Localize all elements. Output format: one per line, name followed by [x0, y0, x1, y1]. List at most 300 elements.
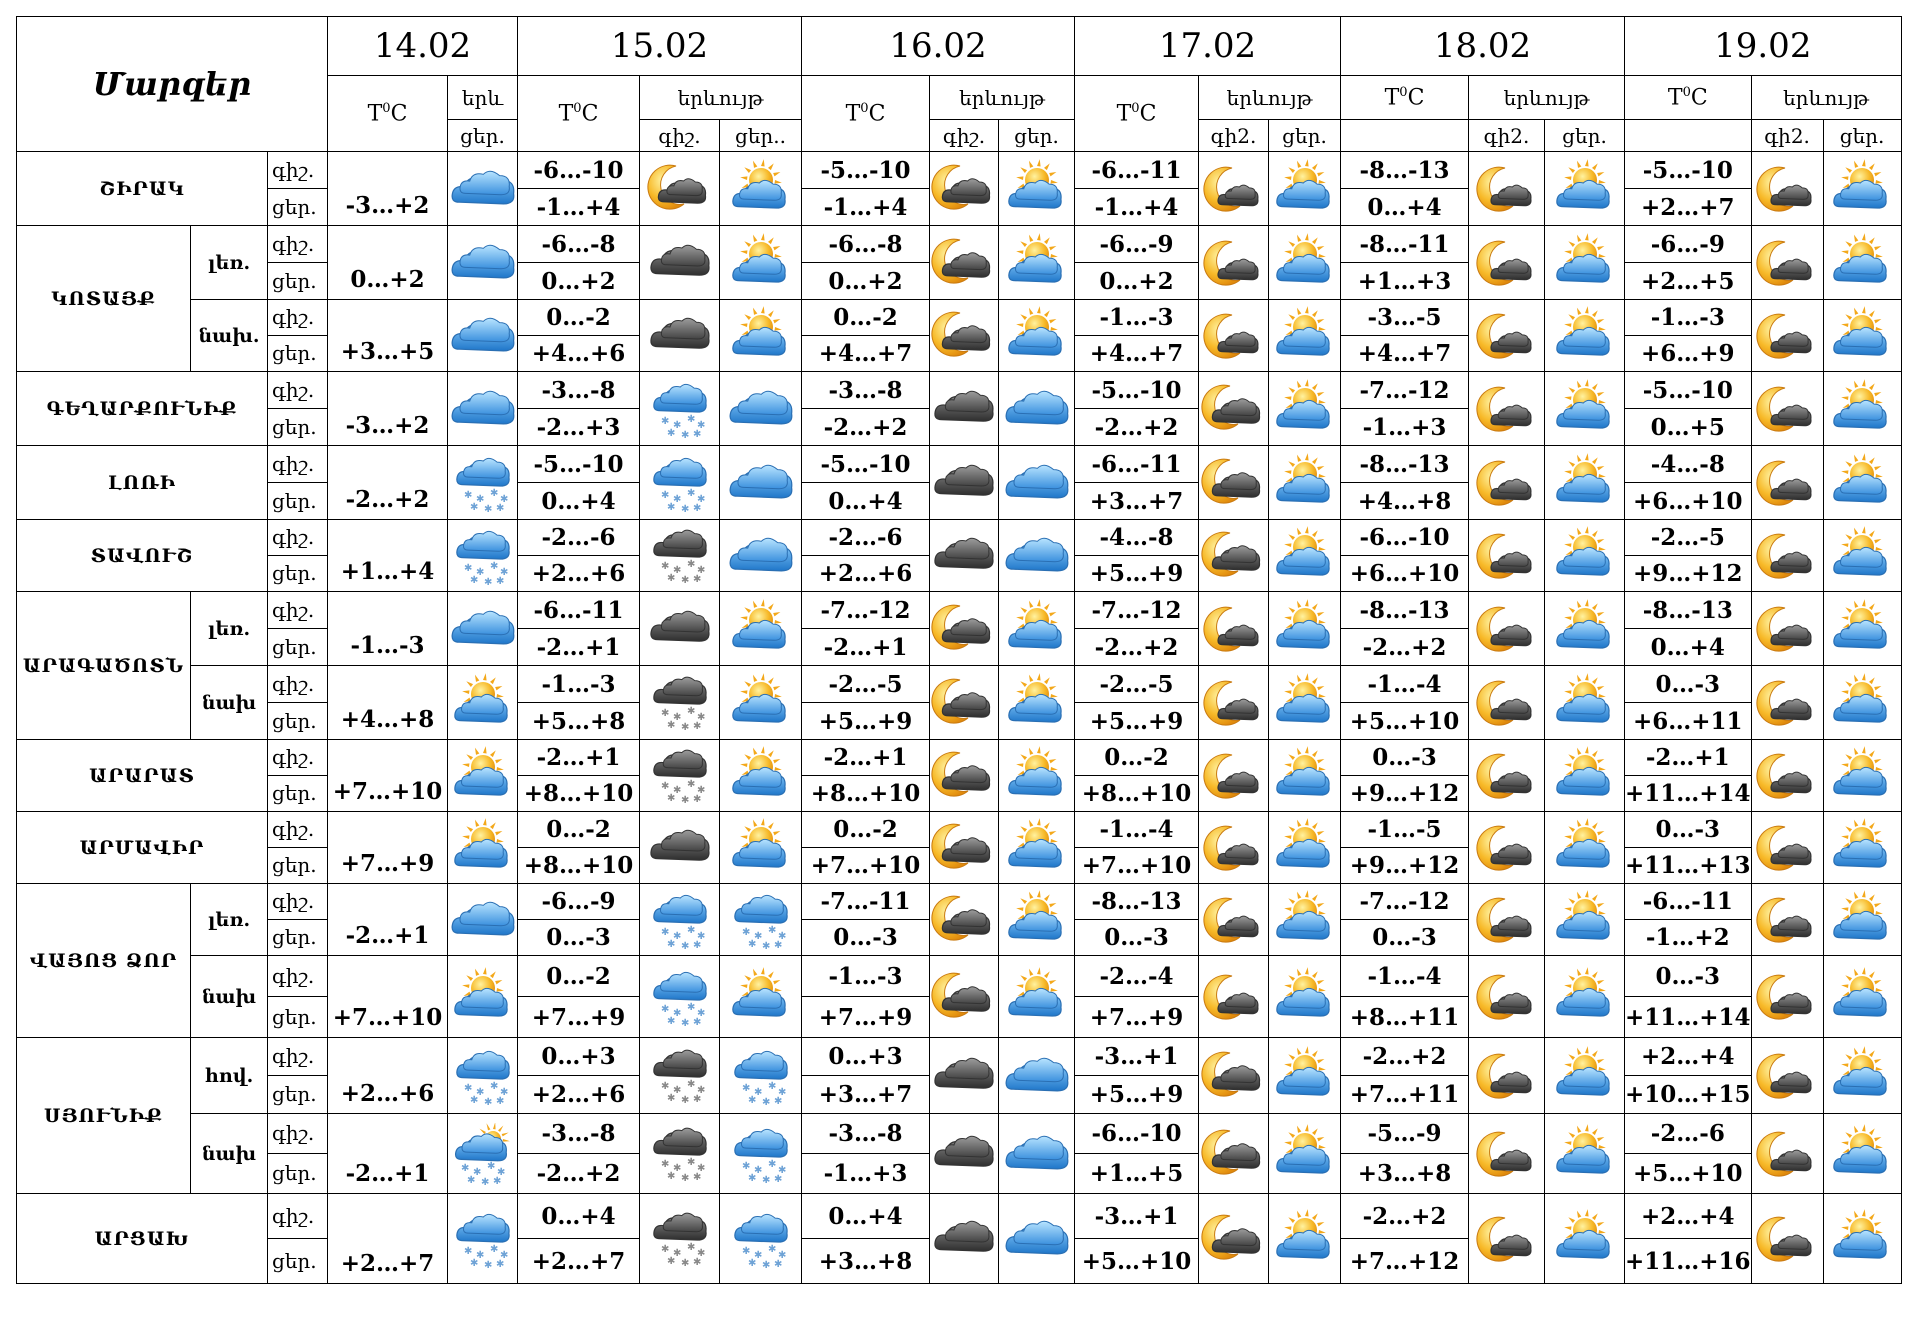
sun-cloud-icon — [448, 666, 518, 740]
svg-text:✱: ✱ — [463, 1082, 472, 1094]
svg-text:✱: ✱ — [469, 574, 478, 586]
svg-text:✱: ✱ — [680, 429, 689, 440]
moon-cloud-icon — [1469, 226, 1545, 300]
svg-text:✱: ✱ — [666, 938, 675, 950]
sun-cloud-icon — [720, 300, 802, 372]
temp-night: -3…-8 — [802, 1114, 930, 1154]
temp-day: +5…+9 — [1075, 1076, 1199, 1114]
temp-day: +10…+15 — [1625, 1076, 1752, 1114]
svg-text:✱: ✱ — [761, 1174, 770, 1185]
svg-text:✱: ✱ — [747, 938, 756, 950]
temp-night: -5…-10 — [518, 446, 640, 483]
temp-night: -1…-5 — [1341, 812, 1469, 848]
snow-cloud-icon — [640, 956, 720, 1038]
phenomenon-header: երևույթ — [1199, 76, 1341, 120]
regions-header: Մարզեր — [17, 17, 328, 152]
region-row — [17, 884, 1902, 920]
svg-text:✱: ✱ — [672, 930, 681, 942]
svg-text:✱: ✱ — [777, 1086, 786, 1098]
empty-cell — [1341, 120, 1469, 152]
dark-cloud-icon — [930, 1114, 999, 1194]
sun-cloud-icon — [1545, 1114, 1625, 1194]
temp-night: -6…-10 — [1341, 520, 1469, 556]
region-name: ՇԻՐԱԿ — [17, 152, 268, 226]
svg-text:✱: ✱ — [672, 1162, 681, 1174]
region-name: ՎԱՅՈՑ ՁՈՐ — [17, 884, 191, 1038]
sun-cloud-icon — [1545, 666, 1625, 740]
temp-night: -7…-12 — [1075, 592, 1199, 629]
moon-dark-cloud-icon — [1199, 520, 1269, 592]
temp-day: -3…+2 — [328, 372, 448, 446]
moon-cloud-icon — [1199, 884, 1269, 956]
phenomenon-header: երևույթ — [930, 76, 1075, 120]
temp-day: +2…+6 — [518, 1076, 640, 1114]
snow-cloud-icon — [720, 1114, 802, 1194]
phenomenon-header: երևույթ — [640, 76, 802, 120]
temp-night: -2…-6 — [518, 520, 640, 556]
sun-cloud-icon — [1545, 226, 1625, 300]
svg-text:✱: ✱ — [747, 1257, 756, 1269]
night-label: գիշ. — [268, 740, 328, 776]
moon-dark-cloud-icon — [930, 884, 999, 956]
sun-cloud-icon — [999, 592, 1075, 666]
svg-text:✱: ✱ — [660, 1243, 669, 1255]
svg-text:✱: ✱ — [753, 1086, 762, 1098]
svg-text:✱: ✱ — [777, 1249, 786, 1261]
sun-cloud-icon — [1545, 300, 1625, 372]
night-label: գիշ. — [268, 152, 328, 189]
day-label: ցեր. — [268, 1239, 328, 1284]
svg-text:✱: ✱ — [753, 1249, 762, 1261]
svg-text:✱: ✱ — [480, 1176, 489, 1185]
forecast-table — [16, 16, 1902, 1284]
svg-text:✱: ✱ — [489, 1080, 498, 1092]
svg-text:✱: ✱ — [672, 1007, 681, 1019]
moon-cloud-icon — [1751, 884, 1823, 956]
temp-day: -2…+2 — [1341, 629, 1469, 666]
dark-cloud-icon — [930, 446, 999, 520]
svg-text:✱: ✱ — [496, 1166, 505, 1178]
night-label: գիշ. — [268, 1114, 328, 1154]
temp-day: +4…+8 — [328, 666, 448, 740]
region-name: ՍՅՈՒՆԻՔ — [17, 1038, 191, 1194]
dark-cloud-icon — [640, 592, 720, 666]
sun-cloud-icon — [1545, 884, 1625, 956]
sun-cloud-icon — [1545, 592, 1625, 666]
svg-text:✱: ✱ — [777, 930, 786, 942]
svg-text:✱: ✱ — [773, 1173, 782, 1185]
temp-night: -6…-11 — [1625, 884, 1752, 920]
temp-night: -5…-9 — [1341, 1114, 1469, 1154]
night-header: գի2. — [1199, 120, 1269, 152]
region-row — [17, 812, 1902, 848]
date-header: 15.02 — [518, 17, 802, 76]
svg-text:✱: ✱ — [666, 427, 675, 439]
snow-cloud-icon — [720, 1194, 802, 1284]
temp-night: -7…-12 — [1341, 372, 1469, 409]
temp-night: -5…-10 — [1075, 372, 1199, 409]
temp-night: -6…-10 — [1075, 1114, 1199, 1154]
sun-cloud-icon — [999, 300, 1075, 372]
temp-day: 0…+4 — [802, 483, 930, 520]
temp-day: +4…+8 — [1341, 483, 1469, 520]
dark-snow-cloud-icon — [640, 666, 720, 740]
moon-cloud-icon — [1469, 1038, 1545, 1114]
night-label: գիշ. — [268, 956, 328, 997]
svg-text:✱: ✱ — [680, 1172, 689, 1184]
svg-text:✱: ✱ — [692, 502, 701, 514]
temp-day: -1…+4 — [518, 189, 640, 226]
svg-text:✱: ✱ — [680, 1257, 689, 1269]
svg-text:✱: ✱ — [483, 1259, 492, 1270]
temp-night: 0…-3 — [1625, 812, 1752, 848]
temp-night: -1…-3 — [802, 956, 930, 997]
temp-night: -8…-13 — [1341, 592, 1469, 629]
svg-text:✱: ✱ — [492, 1175, 501, 1185]
svg-text:✱: ✱ — [666, 1255, 675, 1267]
night-label: գիշ. — [268, 226, 328, 263]
temp-day: +3…+8 — [1341, 1154, 1469, 1194]
temp-header: $T^0C$ — [328, 76, 448, 152]
temp-day: -1…+3 — [802, 1154, 930, 1194]
moon-cloud-icon — [1751, 812, 1823, 884]
day-header: ցեր. — [1823, 120, 1901, 152]
temp-day: 0…-3 — [1341, 920, 1469, 956]
temp-day: +1…+5 — [1075, 1154, 1199, 1194]
temp-night: -2…+2 — [1341, 1194, 1469, 1239]
temp-day: +7…+10 — [328, 740, 448, 812]
temp-night: 0…-2 — [802, 812, 930, 848]
temp-night: 0…+3 — [518, 1038, 640, 1076]
temp-night: -8…-13 — [1341, 152, 1469, 189]
temp-night: -6…-8 — [802, 226, 930, 263]
sun-cloud-icon — [1269, 884, 1341, 956]
blue-cloud-icon — [999, 446, 1075, 520]
temp-night: -8…-13 — [1341, 446, 1469, 483]
temp-day: +2…+7 — [518, 1239, 640, 1284]
svg-text:✱: ✱ — [686, 778, 695, 790]
sun-cloud-icon — [720, 956, 802, 1038]
temp-day: +7…+10 — [1075, 848, 1199, 884]
dark-cloud-icon — [930, 520, 999, 592]
svg-text:✱: ✱ — [469, 501, 478, 513]
svg-text:✱: ✱ — [475, 493, 484, 505]
region-row — [17, 1038, 1902, 1076]
temp-day: +6…+11 — [1625, 703, 1752, 740]
sun-cloud-icon — [1823, 446, 1901, 520]
temp-night: -7…-11 — [802, 884, 930, 920]
moon-cloud-icon — [1469, 592, 1545, 666]
snow-cloud-icon — [448, 520, 518, 592]
sun-cloud-icon — [1823, 592, 1901, 666]
temp-day: +3…+7 — [802, 1076, 930, 1114]
region-name: ԿՈՏԱՅՔ — [17, 226, 191, 372]
svg-text:✱: ✱ — [672, 1247, 681, 1259]
sun-cloud-icon — [1269, 446, 1341, 520]
empty-cell — [1625, 120, 1752, 152]
sun-cloud-icon — [1269, 592, 1341, 666]
temp-night: 0…-2 — [518, 812, 640, 848]
temp-night: -8…-13 — [1625, 592, 1752, 629]
temp-day: -1…+4 — [1075, 189, 1199, 226]
moon-cloud-icon — [1469, 300, 1545, 372]
moon-cloud-icon — [1469, 446, 1545, 520]
temp-night: 0…+3 — [802, 1038, 930, 1076]
blue-cloud-icon — [448, 592, 518, 666]
moon-cloud-icon — [1469, 1194, 1545, 1284]
moon-cloud-icon — [1199, 152, 1269, 226]
temp-day: +2…+6 — [328, 1038, 448, 1114]
svg-text:✱: ✱ — [483, 503, 492, 514]
moon-dark-cloud-icon — [640, 152, 720, 226]
temp-night: -5…-10 — [1625, 372, 1752, 409]
day-header: ցեր. — [1269, 120, 1341, 152]
sun-cloud-icon — [1269, 372, 1341, 446]
dark-snow-cloud-icon — [640, 1194, 720, 1284]
night-label: գիշ. — [268, 300, 328, 336]
svg-text:✱: ✱ — [666, 501, 675, 513]
svg-text:✱: ✱ — [696, 1084, 705, 1096]
sun-cloud-icon — [720, 592, 802, 666]
moon-cloud-icon — [1469, 956, 1545, 1038]
temp-day: +7…+9 — [1075, 997, 1199, 1038]
svg-text:✱: ✱ — [499, 1249, 508, 1261]
temp-day: 0…+4 — [1625, 629, 1752, 666]
svg-text:✱: ✱ — [686, 1001, 695, 1013]
svg-text:✱: ✱ — [483, 576, 492, 587]
temp-night: -2…-5 — [802, 666, 930, 703]
moon-cloud-icon — [1469, 1114, 1545, 1194]
night-label: գիշ. — [268, 1194, 328, 1239]
svg-text:✱: ✱ — [475, 566, 484, 578]
moon-cloud-icon — [1199, 666, 1269, 740]
moon-cloud-icon — [1469, 740, 1545, 812]
region-name: ԱՐԱՐԱՏ — [17, 740, 268, 812]
svg-text:✱: ✱ — [469, 1094, 478, 1106]
svg-text:✱: ✱ — [660, 926, 669, 938]
temp-day: +2…+5 — [1625, 263, 1752, 300]
temp-night: +2…+4 — [1625, 1194, 1752, 1239]
temp-day: 0…-3 — [1075, 920, 1199, 956]
moon-dark-cloud-icon — [930, 152, 999, 226]
dark-cloud-icon — [640, 226, 720, 300]
temp-day: +7…+9 — [328, 812, 448, 884]
svg-text:✱: ✱ — [499, 1086, 508, 1098]
snow-cloud-icon — [448, 446, 518, 520]
svg-text:✱: ✱ — [486, 1160, 495, 1172]
temp-day: +4…+7 — [1341, 336, 1469, 372]
temp-day: -1…+2 — [1625, 920, 1752, 956]
svg-text:✱: ✱ — [495, 575, 504, 587]
svg-text:✱: ✱ — [767, 924, 776, 936]
night-label: գիշ. — [268, 666, 328, 703]
temp-night: -1…-3 — [518, 666, 640, 703]
date-header: 19.02 — [1625, 17, 1902, 76]
day-label: ցեր. — [268, 1154, 328, 1194]
moon-dark-cloud-icon — [930, 666, 999, 740]
sun-cloud-icon — [999, 740, 1075, 812]
temp-day: +8…+10 — [518, 776, 640, 812]
svg-text:✱: ✱ — [463, 489, 472, 501]
sun-cloud-icon — [720, 812, 802, 884]
svg-text:✱: ✱ — [773, 1258, 782, 1270]
svg-text:✱: ✱ — [475, 1249, 484, 1261]
night-label: գիշ. — [268, 884, 328, 920]
day-label: ցեր. — [268, 483, 328, 520]
sun-cloud-icon — [1269, 152, 1341, 226]
sun-cloud-icon — [1545, 956, 1625, 1038]
snow-cloud-icon — [640, 372, 720, 446]
region-row — [17, 372, 1902, 409]
temp-day: +3…+5 — [328, 300, 448, 372]
sun-cloud-icon — [448, 956, 518, 1038]
temp-night: -6…-9 — [1075, 226, 1199, 263]
day-label: ցեր. — [268, 189, 328, 226]
svg-text:✱: ✱ — [761, 940, 770, 951]
temp-day: -3…+2 — [328, 152, 448, 226]
temp-day: +2…+7 — [1625, 189, 1752, 226]
moon-cloud-icon — [1751, 226, 1823, 300]
subregion-name: նախ — [191, 666, 268, 740]
temp-day: 0…-3 — [518, 920, 640, 956]
svg-text:✱: ✱ — [696, 711, 705, 723]
moon-cloud-icon — [1751, 592, 1823, 666]
subregion-name: լեռ. — [191, 592, 268, 666]
temp-day: +11…+13 — [1625, 848, 1752, 884]
svg-text:✱: ✱ — [692, 573, 701, 585]
moon-dark-cloud-icon — [930, 226, 999, 300]
temp-day: +5…+9 — [802, 703, 930, 740]
temp-day: 0…+2 — [328, 226, 448, 300]
temp-day: +8…+10 — [802, 776, 930, 812]
svg-text:✱: ✱ — [692, 939, 701, 951]
svg-text:✱: ✱ — [472, 1166, 481, 1178]
temp-night: 0…+4 — [802, 1194, 930, 1239]
day-header: ցեր.. — [720, 120, 802, 152]
temp-night: -8…-11 — [1341, 226, 1469, 263]
temp-night: -2…-5 — [1075, 666, 1199, 703]
moon-dark-cloud-icon — [1199, 1114, 1269, 1194]
sun-cloud-icon — [999, 812, 1075, 884]
svg-text:✱: ✱ — [753, 930, 762, 942]
sun-cloud-icon — [1269, 300, 1341, 372]
temp-night: -5…-10 — [802, 446, 930, 483]
svg-text:✱: ✱ — [686, 1078, 695, 1090]
temp-night: 0…-3 — [1625, 666, 1752, 703]
moon-cloud-icon — [1199, 300, 1269, 372]
temp-night: -5…-10 — [1625, 152, 1752, 189]
temp-day: +5…+9 — [1075, 703, 1199, 740]
sun-cloud-icon — [1823, 226, 1901, 300]
svg-text:✱: ✱ — [686, 487, 695, 499]
sun-cloud-icon — [1269, 956, 1341, 1038]
sun-cloud-icon — [1269, 740, 1341, 812]
temp-day: -1…-3 — [328, 592, 448, 666]
svg-text:✱: ✱ — [686, 1156, 695, 1168]
snow-cloud-icon — [448, 1194, 518, 1284]
svg-text:✱: ✱ — [489, 560, 498, 572]
svg-text:✱: ✱ — [696, 419, 705, 431]
temp-day: +8…+11 — [1341, 997, 1469, 1038]
svg-text:✱: ✱ — [499, 566, 508, 578]
temp-night: 0…-2 — [518, 956, 640, 997]
moon-dark-cloud-icon — [930, 740, 999, 812]
temp-day: +11…+14 — [1625, 997, 1752, 1038]
temp-night: 0…-3 — [1625, 956, 1752, 997]
sun-cloud-icon — [1823, 152, 1901, 226]
temp-day: 0…+4 — [518, 483, 640, 520]
sun-cloud-icon — [1823, 372, 1901, 446]
sun-cloud-icon — [1269, 812, 1341, 884]
day-label: ցեր. — [268, 920, 328, 956]
temp-night: -6…-9 — [518, 884, 640, 920]
moon-cloud-icon — [1751, 956, 1823, 1038]
temp-day: 0…+5 — [1625, 409, 1752, 446]
moon-dark-cloud-icon — [930, 592, 999, 666]
day-label: ցեր. — [268, 263, 328, 300]
svg-text:✱: ✱ — [489, 487, 498, 499]
svg-text:✱: ✱ — [777, 1164, 786, 1176]
temp-night: -7…-12 — [1341, 884, 1469, 920]
svg-text:✱: ✱ — [495, 502, 504, 514]
moon-dark-cloud-icon — [930, 812, 999, 884]
dark-cloud-icon — [930, 1038, 999, 1114]
temp-day: +2…+6 — [802, 556, 930, 592]
temp-night: 0…-2 — [802, 300, 930, 336]
region-row — [17, 1194, 1902, 1239]
dark-cloud-icon — [930, 1194, 999, 1284]
snow-cloud-icon — [448, 1038, 518, 1114]
sun-cloud-icon — [999, 884, 1075, 956]
dark-snow-cloud-icon — [640, 520, 720, 592]
temp-night: -2…-4 — [1075, 956, 1199, 997]
svg-text:✱: ✱ — [686, 705, 695, 717]
temp-day: +9…+12 — [1341, 848, 1469, 884]
svg-text:✱: ✱ — [680, 940, 689, 951]
temp-night: -2…-6 — [1625, 1114, 1752, 1154]
svg-text:✱: ✱ — [660, 707, 669, 719]
temp-day: +5…+9 — [1075, 556, 1199, 592]
moon-cloud-icon — [1751, 520, 1823, 592]
moon-cloud-icon — [1199, 226, 1269, 300]
sun-cloud-icon — [1269, 666, 1341, 740]
sun-cloud-icon — [1269, 520, 1341, 592]
sun-cloud-icon — [999, 666, 1075, 740]
moon-dark-cloud-icon — [1199, 446, 1269, 520]
moon-cloud-icon — [1751, 300, 1823, 372]
temp-day: +7…+10 — [328, 956, 448, 1038]
blue-cloud-icon — [448, 152, 518, 226]
temp-night: -2…-5 — [1625, 520, 1752, 556]
sun-cloud-icon — [1823, 300, 1901, 372]
svg-text:✱: ✱ — [672, 493, 681, 505]
temp-day: +9…+12 — [1341, 776, 1469, 812]
moon-dark-cloud-icon — [1199, 372, 1269, 446]
temp-day: +1…+4 — [328, 520, 448, 592]
temp-day: 0…-3 — [802, 920, 930, 956]
region-row — [17, 300, 1902, 336]
sun-cloud-icon — [1545, 812, 1625, 884]
temp-day: +11…+16 — [1625, 1239, 1752, 1284]
blue-cloud-icon — [999, 1114, 1075, 1194]
date-header: 14.02 — [328, 17, 518, 76]
svg-text:✱: ✱ — [692, 428, 701, 440]
moon-cloud-icon — [1469, 520, 1545, 592]
svg-text:✱: ✱ — [680, 503, 689, 514]
sun-cloud-icon — [1545, 1038, 1625, 1114]
blue-cloud-icon — [448, 884, 518, 956]
temp-day: +3…+8 — [802, 1239, 930, 1284]
